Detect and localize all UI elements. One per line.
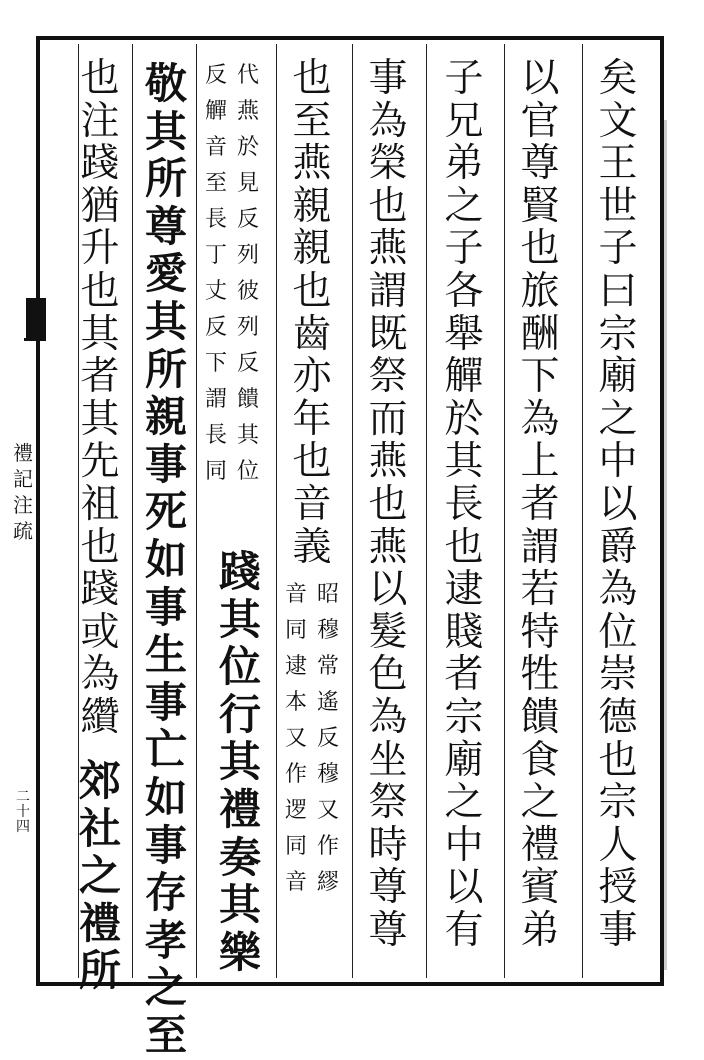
glyph: 或: [80, 609, 120, 655]
glyph: 事: [598, 907, 638, 953]
glyph: 反: [204, 315, 227, 340]
glyph: 賢: [520, 183, 560, 229]
glyph: 於: [236, 135, 259, 160]
text-column-3: [436, 58, 492, 952]
glyph: 其: [80, 311, 120, 357]
glyph: 樂: [218, 927, 261, 977]
glyph: 生: [144, 630, 187, 680]
glyph: 觶: [204, 99, 227, 124]
text-column-4: [360, 58, 416, 952]
glyph: 尊: [144, 201, 187, 251]
glyph: 為: [520, 396, 560, 442]
glyph: 彼: [236, 279, 259, 304]
glyph: 注: [80, 98, 120, 144]
glyph: 者: [444, 652, 484, 698]
glyph: 兄: [444, 98, 484, 144]
glyph: 官: [520, 98, 560, 144]
glyph: 色: [368, 652, 408, 698]
glyph: 穆: [316, 762, 339, 787]
glyph: 坐: [368, 737, 408, 783]
glyph: 丁: [204, 243, 227, 268]
glyph: 音: [284, 582, 307, 607]
glyph: 存: [144, 868, 187, 918]
glyph: 德: [598, 694, 638, 740]
glyph: 孝: [144, 915, 187, 965]
glyph: 世: [598, 183, 638, 229]
glyph: 舉: [444, 311, 484, 357]
glyph: 也: [80, 524, 120, 570]
glyph: 之: [444, 780, 484, 826]
glyph: 也: [520, 226, 560, 272]
glyph: 也: [444, 524, 484, 570]
glyph: 升: [80, 226, 120, 272]
glyph: 逻: [284, 798, 307, 823]
glyph: 四: [16, 819, 30, 835]
glyph: 敬: [144, 59, 187, 108]
glyph: 愛: [144, 249, 187, 299]
glyph: 義: [292, 524, 332, 570]
glyph: 代: [236, 63, 259, 88]
glyph: 作: [284, 762, 307, 787]
glyph: 以: [598, 481, 638, 527]
glyph: 又: [284, 726, 307, 751]
glyph: 作: [316, 834, 339, 859]
glyph: 下: [520, 354, 560, 400]
glyph: 子: [444, 56, 484, 101]
glyph: 崇: [598, 652, 638, 698]
glyph: 子: [444, 226, 484, 272]
glyph: 至: [292, 98, 332, 144]
glyph: 榮: [368, 141, 408, 187]
glyph: 禮: [78, 898, 121, 948]
glyph: 觶: [444, 354, 484, 400]
glyph: 纘: [80, 694, 120, 740]
glyph: 音: [284, 870, 307, 895]
glyph: 燕: [368, 226, 408, 272]
glyph: 所: [144, 154, 187, 204]
text-column-8-main: [72, 58, 128, 740]
glyph: 也: [598, 737, 638, 783]
glyph: 之: [598, 396, 638, 442]
glyph: 子: [598, 226, 638, 272]
glyph: 祭: [368, 780, 408, 826]
glyph: 弟: [520, 907, 560, 953]
glyph: 其: [218, 737, 261, 787]
glyph: 其: [444, 439, 484, 485]
fish-tail-rule: [24, 338, 46, 341]
glyph: 至: [204, 171, 227, 196]
column-rule: [426, 44, 427, 978]
glyph: 齒: [292, 311, 332, 357]
glyph: 死: [144, 487, 187, 537]
glyph: 逮: [444, 567, 484, 613]
glyph: 為: [80, 652, 120, 698]
glyph: 二: [16, 789, 30, 805]
glyph: 宗: [444, 694, 484, 740]
glyph: 若: [520, 567, 560, 613]
glyph: 謂: [204, 387, 227, 412]
glyph: 也: [368, 481, 408, 527]
glyph: 也: [368, 183, 408, 229]
glyph: 如: [144, 534, 187, 584]
text-column-5-main: [284, 58, 340, 569]
glyph: 亦: [292, 354, 332, 400]
margin-page-number: [10, 790, 36, 835]
glyph: 牲: [520, 652, 560, 698]
glyph: 其: [218, 880, 261, 930]
glyph: 注: [13, 493, 33, 517]
glyph: 事: [144, 582, 187, 632]
column-rule: [504, 44, 505, 978]
glyph: 賤: [444, 609, 484, 655]
glyph: 各: [444, 268, 484, 314]
glyph: 其: [80, 396, 120, 442]
glyph: 音: [204, 135, 227, 160]
glyph: 郊: [78, 756, 121, 805]
column-rule: [582, 44, 583, 978]
outer-frame: [36, 36, 664, 986]
glyph: 之: [78, 851, 121, 901]
glyph: 中: [444, 822, 484, 868]
glyph: 賓: [520, 865, 560, 911]
text-column-7: [136, 60, 196, 1059]
glyph: 為: [368, 694, 408, 740]
glyph: 宗: [598, 780, 638, 826]
glyph: 也: [80, 268, 120, 314]
glyph: 之: [520, 780, 560, 826]
glyph: 所: [78, 946, 121, 996]
glyph: 踐: [80, 567, 120, 613]
glyph: 其: [144, 296, 187, 346]
glyph: 社: [78, 803, 121, 853]
glyph: 所: [144, 344, 187, 394]
glyph: 授: [598, 865, 638, 911]
glyph: 既: [368, 311, 408, 357]
glyph: 行: [218, 689, 261, 739]
glyph: 酬: [520, 311, 560, 357]
glyph: 位: [218, 642, 261, 692]
glyph: 於: [444, 396, 484, 442]
glyph: 事: [144, 820, 187, 870]
glyph: 王: [598, 141, 638, 187]
column-rule: [276, 44, 277, 978]
glyph: 也: [292, 56, 332, 101]
glyph: 位: [598, 609, 638, 655]
glyph: 年: [292, 396, 332, 442]
glyph: 以: [520, 56, 560, 101]
glyph: 位: [236, 459, 259, 484]
glyph: 尊: [368, 907, 408, 953]
glyph: 長: [204, 207, 227, 232]
glyph: 事: [144, 677, 187, 727]
glyph: 音: [292, 481, 332, 527]
glyph: 遙: [316, 690, 339, 715]
glyph: 踐: [218, 547, 261, 596]
glyph: 禮: [520, 822, 560, 868]
glyph: 事: [144, 439, 187, 489]
glyph: 同: [204, 459, 227, 484]
glyph: 也: [292, 268, 332, 314]
glyph: 穆: [316, 618, 339, 643]
glyph: 反: [236, 351, 259, 376]
glyph: 同: [284, 834, 307, 859]
glyph: 長: [204, 423, 227, 448]
glyph: 疏: [13, 519, 33, 543]
fish-tail-mark: [26, 298, 46, 338]
glyph: 中: [598, 439, 638, 485]
glyph: 禮: [13, 441, 33, 465]
glyph: 反: [316, 726, 339, 751]
glyph: 親: [292, 226, 332, 272]
glyph: 親: [144, 392, 187, 442]
glyph: 奏: [218, 832, 261, 882]
text-column-6-note-right: [234, 58, 262, 490]
glyph: 謂: [368, 268, 408, 314]
text-column-6-note-left: [202, 58, 230, 490]
glyph: 反: [204, 63, 227, 88]
glyph: 特: [520, 609, 560, 655]
glyph: 為: [368, 98, 408, 144]
glyph: 同: [284, 618, 307, 643]
glyph: 其: [144, 106, 187, 156]
glyph: 記: [13, 467, 33, 491]
glyph: 十: [16, 804, 30, 820]
glyph: 饋: [236, 387, 259, 412]
glyph: 而: [368, 396, 408, 442]
glyph: 燕: [292, 141, 332, 187]
text-column-5-note-right: [314, 577, 342, 901]
glyph: 其: [236, 423, 259, 448]
text-column-5-note-left: [282, 577, 310, 901]
glyph: 禮: [218, 784, 261, 834]
glyph: 尊: [368, 865, 408, 911]
glyph: 繆: [316, 870, 339, 895]
glyph: 有: [444, 907, 484, 953]
glyph: 之: [144, 963, 187, 1013]
glyph: 至: [144, 1010, 187, 1060]
glyph: 其: [218, 594, 261, 644]
glyph: 也: [80, 56, 120, 101]
glyph: 廟: [598, 354, 638, 400]
column-rule: [352, 44, 353, 978]
glyph: 者: [80, 354, 120, 400]
glyph: 反: [236, 207, 259, 232]
glyph: 事: [368, 56, 408, 101]
text-column-8-big: [70, 757, 130, 995]
glyph: 親: [292, 183, 332, 229]
glyph: 宗: [598, 311, 638, 357]
glyph: 曰: [598, 268, 638, 314]
glyph: 先: [80, 439, 120, 485]
glyph: 本: [284, 690, 307, 715]
glyph: 常: [316, 654, 339, 679]
glyph: 以: [444, 865, 484, 911]
glyph: 時: [368, 822, 408, 868]
glyph: 燕: [368, 439, 408, 485]
glyph: 見: [236, 171, 259, 196]
glyph: 燕: [236, 99, 259, 124]
glyph: 下: [204, 351, 227, 376]
text-column-6-main: [210, 548, 270, 976]
glyph: 以: [368, 567, 408, 613]
glyph: 又: [316, 798, 339, 823]
glyph: 之: [444, 183, 484, 229]
glyph: 列: [236, 315, 259, 340]
glyph: 昭: [316, 582, 339, 607]
glyph: 列: [236, 243, 259, 268]
glyph: 弟: [444, 141, 484, 187]
glyph: 逮: [284, 654, 307, 679]
text-column-2: [512, 58, 568, 952]
glyph: 亡: [144, 725, 187, 775]
glyph: 髮: [368, 609, 408, 655]
glyph: 祭: [368, 354, 408, 400]
glyph: 也: [292, 439, 332, 485]
glyph: 旅: [520, 268, 560, 314]
text-column-1: [590, 58, 646, 952]
margin-book-title: [10, 440, 36, 544]
glyph: 廟: [444, 737, 484, 783]
glyph: 上: [520, 439, 560, 485]
glyph: 猶: [80, 183, 120, 229]
glyph: 謂: [520, 524, 560, 570]
glyph: 文: [598, 98, 638, 144]
column-rule: [196, 44, 197, 978]
page-edge-shadow: [664, 120, 667, 970]
column-rule: [132, 44, 133, 978]
glyph: 丈: [204, 279, 227, 304]
glyph: 燕: [368, 524, 408, 570]
glyph: 者: [520, 481, 560, 527]
glyph: 食: [520, 737, 560, 783]
glyph: 人: [598, 822, 638, 868]
glyph: 饋: [520, 694, 560, 740]
glyph: 祖: [80, 481, 120, 527]
glyph: 踐: [80, 141, 120, 187]
glyph: 長: [444, 481, 484, 527]
glyph: 矣: [598, 56, 638, 101]
glyph: 如: [144, 772, 187, 822]
glyph: 爵: [598, 524, 638, 570]
glyph: 為: [598, 567, 638, 613]
glyph: 尊: [520, 141, 560, 187]
